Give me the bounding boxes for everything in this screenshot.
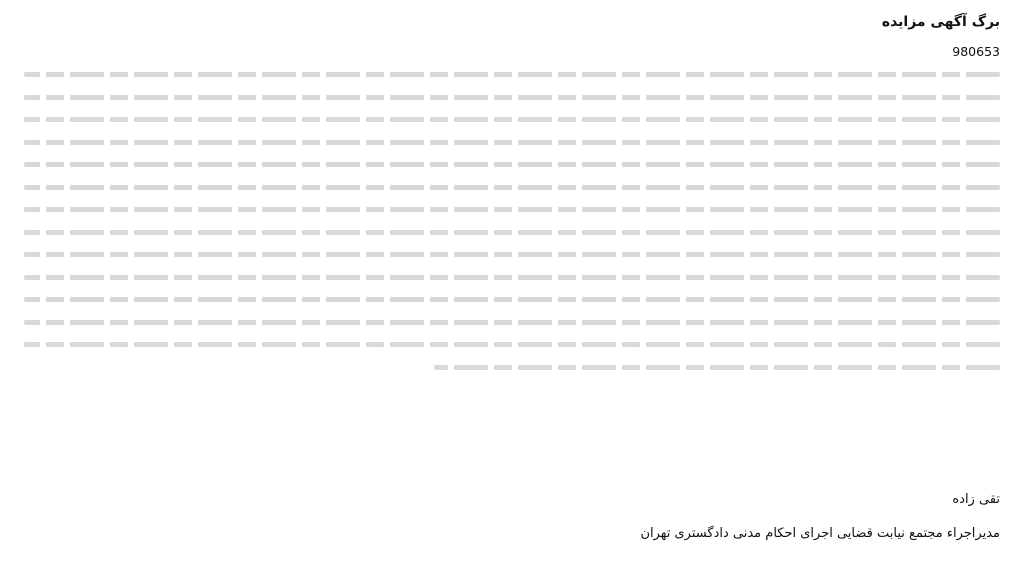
untranscribed-text	[24, 275, 1000, 280]
body-line	[24, 311, 1000, 334]
body-line	[24, 108, 1000, 131]
notice-heading: برگ آگهی مزایده	[881, 14, 1000, 30]
body-line	[24, 288, 1000, 311]
untranscribed-text	[24, 72, 1000, 77]
body-line	[24, 131, 1000, 154]
body-line	[24, 176, 1000, 199]
signer-title: مدیراجراء مجتمع نیابت قضایی اجرای احکام مدنی دادگستری تهران	[640, 526, 1000, 541]
body-line	[24, 153, 1000, 176]
body-line	[24, 63, 1000, 86]
untranscribed-text	[24, 117, 1000, 122]
untranscribed-text	[24, 230, 1000, 235]
untranscribed-text	[24, 95, 1000, 100]
notice-body	[24, 63, 1000, 378]
untranscribed-text	[24, 342, 1000, 347]
body-line	[24, 356, 1000, 379]
untranscribed-text	[24, 297, 1000, 302]
untranscribed-text	[24, 320, 1000, 325]
body-line	[24, 221, 1000, 244]
signer-name: تقی زاده	[952, 492, 1000, 507]
body-line	[24, 266, 1000, 289]
body-line	[24, 86, 1000, 109]
body-line	[24, 198, 1000, 221]
body-line	[24, 333, 1000, 356]
untranscribed-text	[24, 140, 1000, 145]
case-number: 980653	[952, 44, 1000, 59]
untranscribed-text	[24, 207, 1000, 212]
untranscribed-text	[24, 162, 1000, 167]
untranscribed-text	[434, 365, 1000, 370]
untranscribed-text	[24, 185, 1000, 190]
body-line	[24, 243, 1000, 266]
untranscribed-text	[24, 252, 1000, 257]
